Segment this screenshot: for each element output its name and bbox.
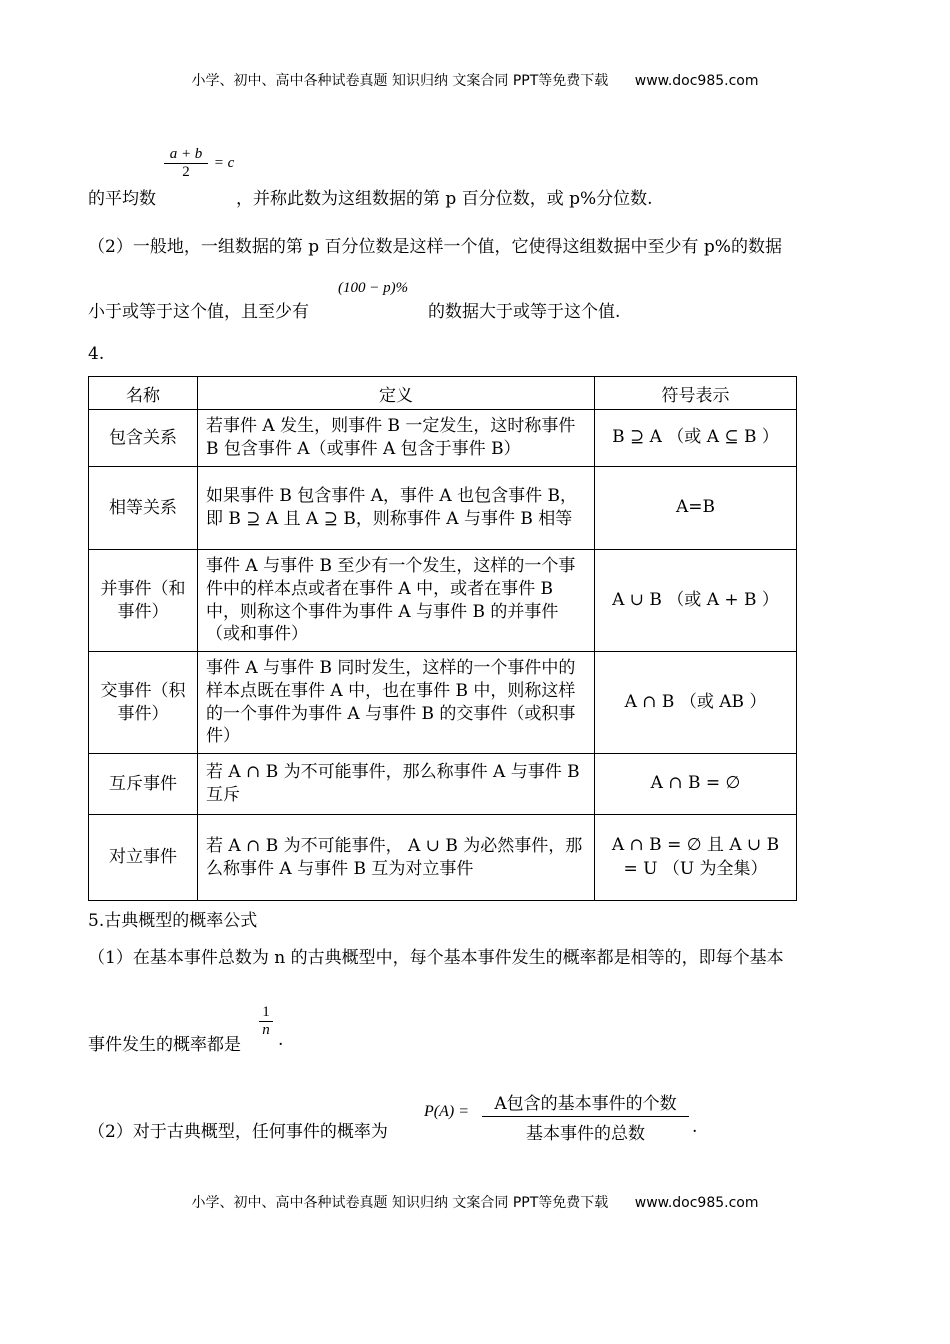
page-header [0, 70, 950, 90]
row-definition: 事件 A 与事件 B 同时发生，这样的一个事件中的样本点既在事件 A 中，也在事件 B 中，则称这样的一个事件为事件 A 与事件 B 的交事件（或积事件） [198, 652, 595, 754]
section5-line3-suffix: . [692, 1117, 698, 1137]
table-header-row [89, 377, 797, 410]
frac1-numerator: 1 [262, 1004, 270, 1020]
percentile-line3-suffix: 的数据大于或等于这个值. [428, 302, 621, 322]
fraction-denominator: 2 [182, 164, 190, 180]
row-symbol: A ∩ B = ∅ 且 A ∪ B = U （U 为全集） [595, 815, 797, 901]
page-footer [0, 1192, 950, 1212]
table-row [89, 550, 797, 652]
row-symbol: A ∪ B （或 A + B ） [595, 550, 797, 652]
row-symbol: A ∩ B （或 AB ） [595, 652, 797, 754]
table-row [89, 652, 797, 754]
row-name: 并事件（和事件） [89, 550, 198, 652]
section5-title: 5.古典概型的概率公式 [88, 911, 258, 931]
one-over-n-fraction [259, 1004, 273, 1039]
table-row [89, 754, 797, 815]
percentile-line1-suffix: ，并称此数为这组数据的第 p 百分位数，或 p%分位数. [236, 189, 653, 209]
fraction-rhs: = c [213, 155, 235, 171]
percentile-line2: （2）一般地，一组数据的第 p 百分位数是这样一个值，它使得这组数据中至少有 p%的数据 [88, 237, 782, 257]
section4-number: 4. [88, 344, 105, 364]
header-text: 小学、初中、高中各种试卷真题 知识归纳 文案合同 PPT等免费下载 [191, 73, 609, 89]
formula-lhs: P(A) = [424, 1103, 469, 1120]
table-row [89, 815, 797, 901]
footer-site: www.doc985.com [634, 1195, 759, 1211]
row-name: 互斥事件 [89, 754, 198, 815]
section5-line2-suffix: . [278, 1030, 284, 1050]
formula-numerator: A包含的基本事件的个数 [494, 1094, 677, 1114]
row-name: 相等关系 [89, 467, 198, 550]
percentile-fraction [164, 146, 234, 181]
header-symbol: 符号表示 [595, 377, 797, 410]
percentile-line3-formula: (100 − p)% [338, 280, 409, 296]
row-symbol: B ⊇ A （或 A ⊆ B ） [595, 410, 797, 467]
header-site: www.doc985.com [634, 73, 759, 89]
formula-denominator: 基本事件的总数 [526, 1124, 645, 1144]
row-definition: 若 A ∩ B 为不可能事件，那么称事件 A 与事件 B 互斥 [198, 754, 595, 815]
table-row [89, 467, 797, 550]
header-name: 名称 [89, 377, 198, 410]
section5-line3-prefix: （2）对于古典概型，任何事件的概率为 [88, 1122, 388, 1142]
frac1-denominator: n [262, 1022, 270, 1038]
footer-text: 小学、初中、高中各种试卷真题 知识归纳 文案合同 PPT等免费下载 [191, 1195, 609, 1211]
row-name: 交事件（积事件） [89, 652, 198, 754]
section5-line1: （1）在基本事件总数为 n 的古典概型中，每个基本事件发生的概率都是相等的，即每个基本 [88, 948, 784, 968]
table-row [89, 410, 797, 467]
row-definition: 若事件 A 发生，则事件 B 一定发生，这时称事件 B 包含事件 A（或事件 A 包含于事件 B） [198, 410, 595, 467]
row-definition: 如果事件 B 包含事件 A，事件 A 也包含事件 B，即 B ⊇ A 且 A ⊇ B，则称事件 A 与事件 B 相等 [198, 467, 595, 550]
header-definition: 定义 [198, 377, 595, 410]
row-symbol: A=B [595, 467, 797, 550]
percentile-line3-prefix: 小于或等于这个值，且至少有 [88, 302, 309, 322]
percentile-line1-prefix: 的平均数 [88, 189, 156, 209]
row-symbol: A ∩ B = ∅ [595, 754, 797, 815]
probability-fraction [482, 1089, 689, 1144]
row-name: 对立事件 [89, 815, 198, 901]
event-relations-table [88, 376, 797, 901]
row-name: 包含关系 [89, 410, 198, 467]
section5-line2-prefix: 事件发生的概率都是 [88, 1035, 241, 1055]
row-definition: 若 A ∩ B 为不可能事件， A ∪ B 为必然事件，那么称事件 A 与事件 B 互为对立事件 [198, 815, 595, 901]
fraction-numerator: a + b [169, 146, 203, 162]
row-definition: 事件 A 与事件 B 至少有一个发生，这样的一个事件中的样本点或者在事件 A 中，或者在事件 B 中，则称这个事件为事件 A 与事件 B 的并事件（或和事件） [198, 550, 595, 652]
